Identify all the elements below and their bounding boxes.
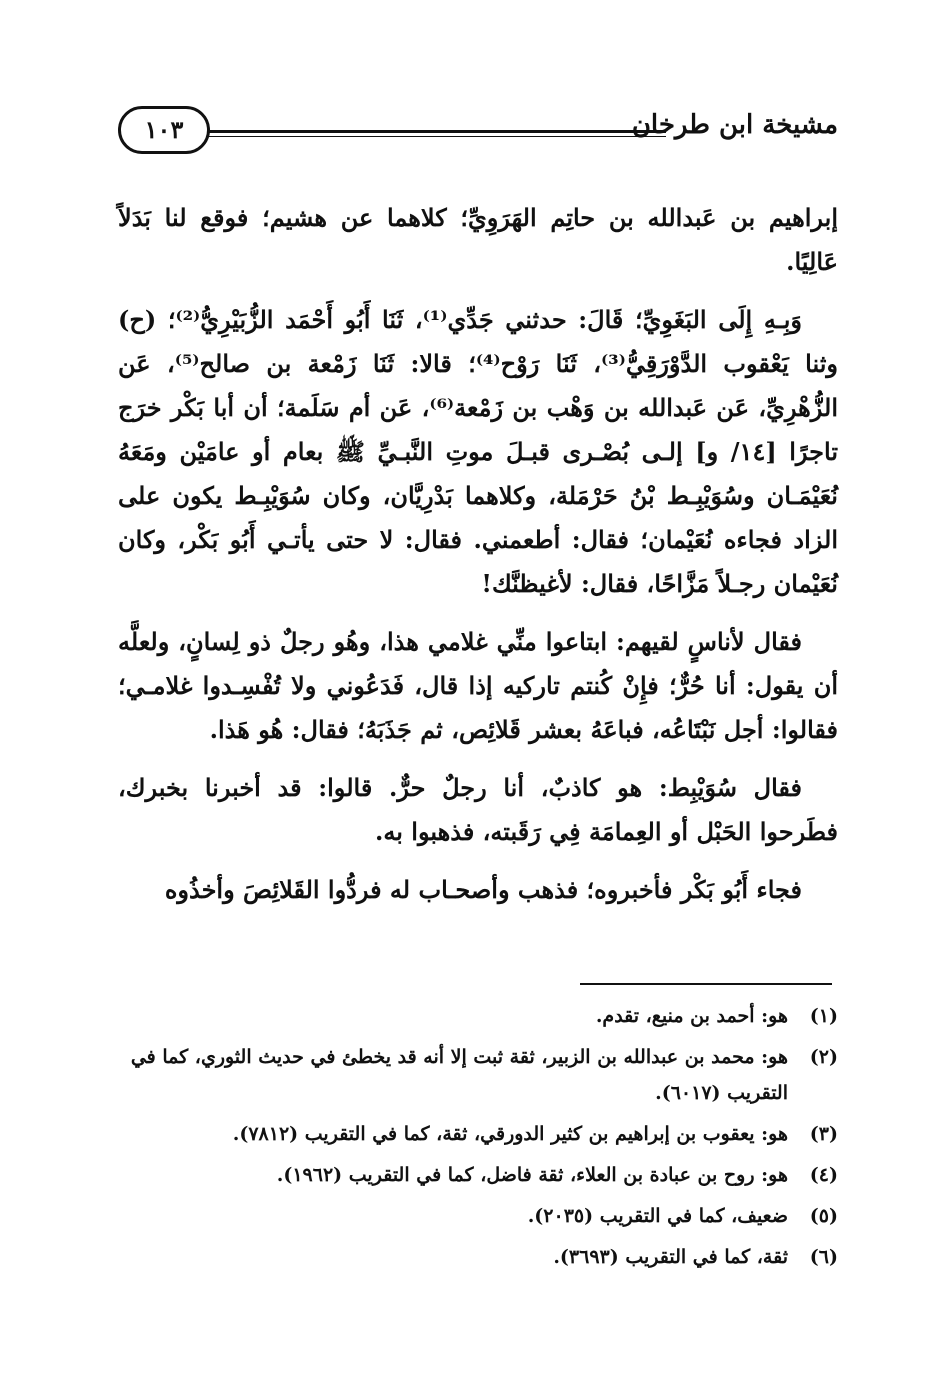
- footnote: [118, 1157, 838, 1193]
- paragraph: إبراهيم بن عَبدالله بن حاتِم الهَرَوِيِّ؛ كلاهما عن هشيم؛ فوقع لنا بَدَلاً عَالِيًا.: [118, 203, 838, 276]
- footnote-number: (٤): [809, 1164, 838, 1186]
- page-header: [118, 100, 838, 164]
- footnote: [118, 1239, 838, 1275]
- footnote-text: ضعيف، كما في التقريب (٢٠٣٥).: [527, 1205, 788, 1227]
- footnote: [118, 1198, 838, 1234]
- page-number: ١٠٣: [118, 106, 210, 154]
- footnote: [118, 1039, 838, 1111]
- footnote-text: هو: محمد بن عبدالله بن الزبير، ثقة ثبت إلا أنه قد يخطئ في حديث الثوري، كما في التقريب (٦٠١٧).: [130, 1046, 788, 1104]
- footnote-number: (٢): [809, 1046, 838, 1068]
- paragraph: فجاء أَبُو بَكْر فأخبروه؛ فذهب وأصحـاب له فردُّوا القَلائِصَ وأخذُوه: [164, 875, 802, 904]
- footnote-number: (٦): [809, 1246, 838, 1268]
- footnote-text: هو: روح بن عبادة بن العلاء، ثقة فاضل، كما في التقريب (١٩٦٢).: [276, 1164, 788, 1186]
- footnotes: [118, 998, 838, 1280]
- footnote-text: هو: يعقوب بن إبراهيم بن كثير الدورقي، ثقة، كما في التقريب (٧٨١٢).: [232, 1123, 788, 1145]
- paragraph: فقال لأناسٍ لقيهم: ابتاعوا منِّي غلامي هذا، وهُو رجلٌ ذو لِسانٍ، ولعلَّه أن يقول: أنا حُرٌّ؛ فإِنْ كُنتم تاركيه إذا قال، فَدَعُوني ولا تُفْسِـدوا غلامـي؛ فقالوا: أجل نَبْتَاعُه، فباعَهُ بعشر قَلائِص، ثم جَذَبَهُ؛ فقال: هُو هَذا.: [118, 627, 838, 744]
- footnote-number: (٣): [809, 1123, 838, 1145]
- footnote: [118, 1116, 838, 1152]
- footnote-text: ثقة، كما في التقريب (٣٦٩٣).: [553, 1246, 788, 1268]
- paragraph: فقال سُوَيْبِط: هو كاذبٌ، أنا رجلٌ حرٌّ. قالوا: قد أخبرنا بخبرك، فطَرحوا الحَبْل أو العِمامَة فِي رَقَبته، فذهبوا به.: [118, 773, 838, 846]
- footnote-number: (١): [809, 1005, 838, 1027]
- header-rule: [196, 130, 666, 137]
- footnote-number: (٥): [809, 1205, 838, 1227]
- running-title: مشيخة ابن طرخان: [631, 110, 838, 140]
- footnote: [118, 998, 838, 1034]
- main-text: [118, 196, 838, 926]
- paragraph: وَبِـهِ إِلَى البَغَوِيِّ؛ قَالَ: حدثني جَدِّي⁽¹⁾، ثَنَا أَبُو أَحْمَد الزُّبَيْرِيُّ⁽²⁾؛ (ح) وثنا يَعْقوب الدَّوْرَقِيُّ⁽³⁾، ثَنَا رَوْح⁽⁴⁾؛ قالا: ثَنَا زَمْعة بن صالح⁽⁵⁾، عَن الزُّهْرِيِّ، عَن عَبدالله بن وَهْب بن زَمْعة⁽⁶⁾، عَن أم سَلَمة؛ أن أبا بَكْر خرَج تاجرًا [١٤/ و] إلـى بُصْـرى قبـلَ موتِ النَّبـيِّ ﷺ بعام أو عامَيْن ومَعَهُ نُعَيْمَـان وسُوَيْبِـط بْنُ حَرْمَلة، وكلاهما بَدْرِيَّان، وكان سُوَيْبِـط يكون على الزاد فجاءه نُعَيْمان؛ فقال: أطعمني. فقال: لا حتى يأتـي أَبُو بَكْر، وكان نُعَيْمان رجـلاً مَزَّاحًا، فقال: لأغيظنَّك!: [118, 305, 839, 598]
- footnote-text: هو: أحمد بن منيع، تقدم.: [595, 1005, 788, 1027]
- footnote-separator: [580, 983, 832, 985]
